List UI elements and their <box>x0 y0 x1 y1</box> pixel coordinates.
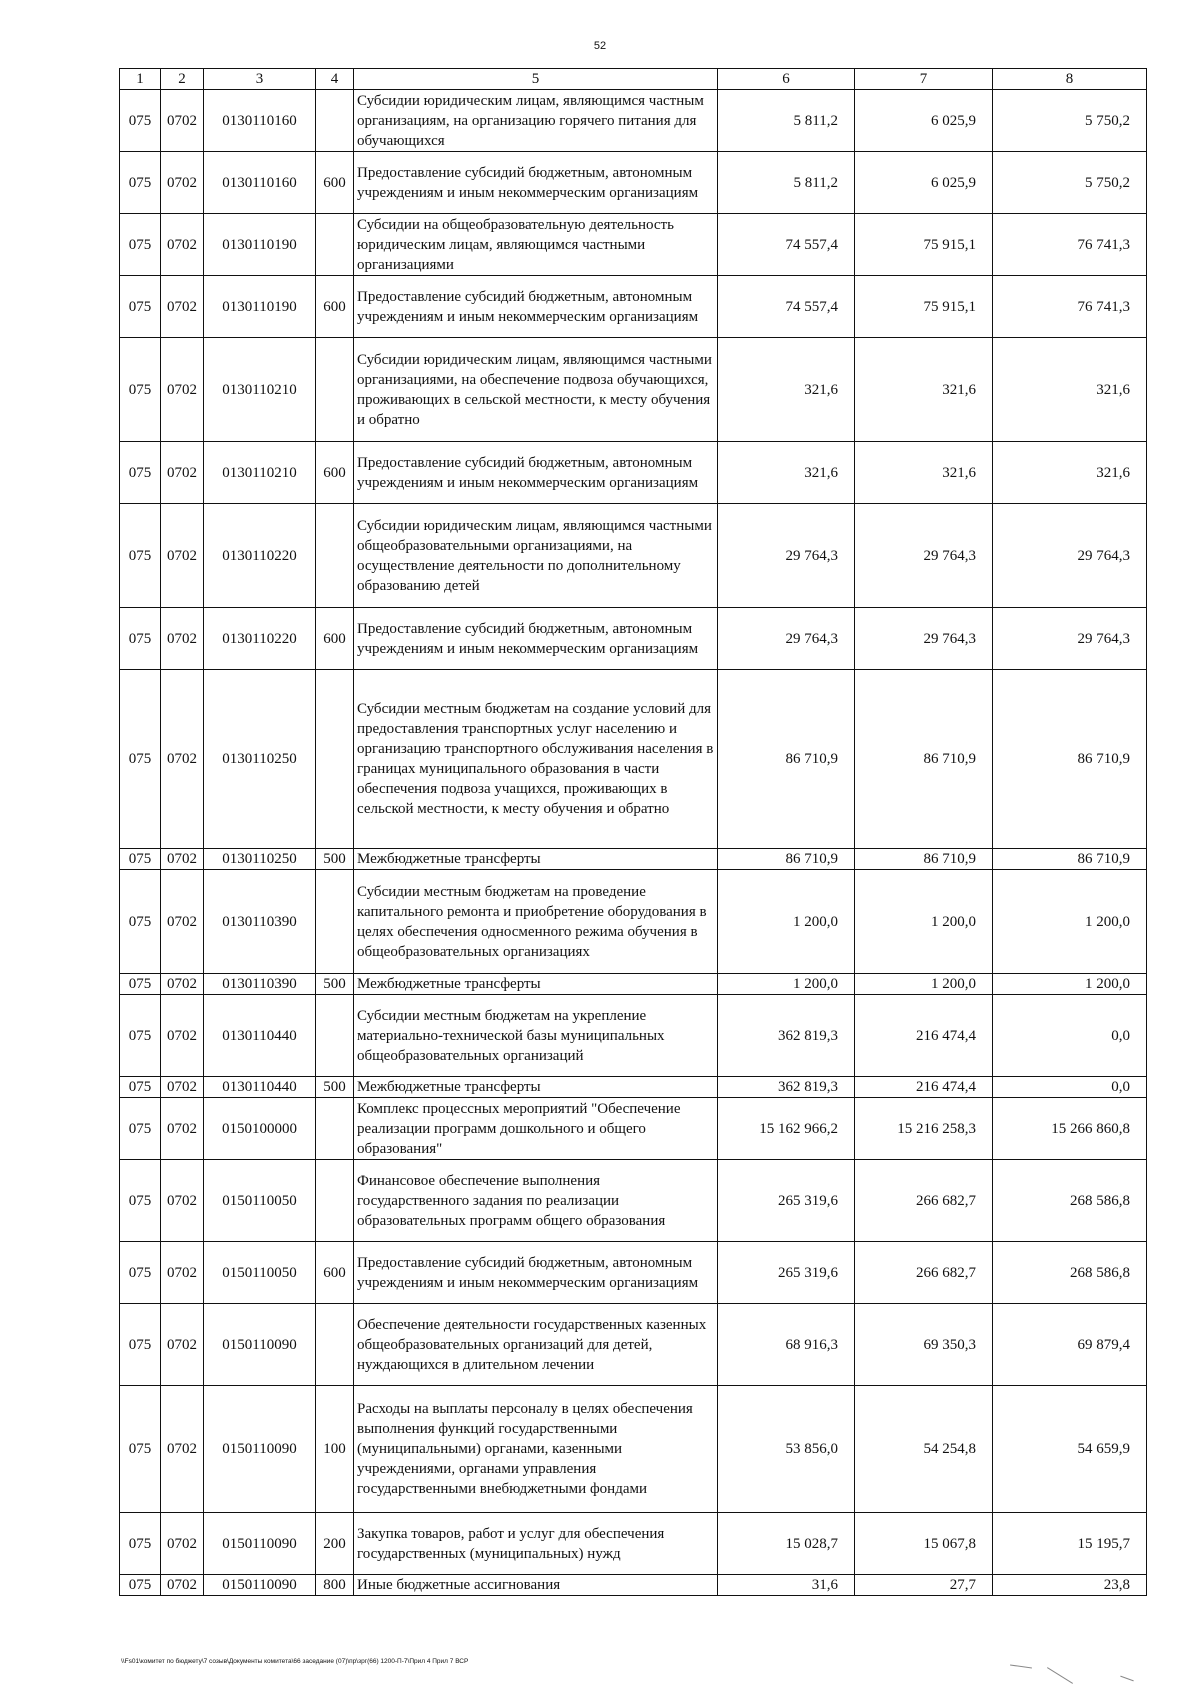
column-header: 2 <box>161 69 204 90</box>
table-row <box>120 1386 1147 1513</box>
cell-amount-year3: 76 741,3 <box>993 276 1147 338</box>
cell-target-code: 0130110160 <box>204 90 316 152</box>
cell-admin-code: 075 <box>120 608 161 670</box>
cell-amount-year1: 74 557,4 <box>718 276 855 338</box>
cell-amount-year1: 53 856,0 <box>718 1386 855 1513</box>
cell-expense-type <box>316 504 354 608</box>
cell-section-code: 0702 <box>161 338 204 442</box>
table-row <box>120 276 1147 338</box>
cell-description: Субсидии местным бюджетам на проведение капитального ремонта и приобретение оборудования в целях обеспечения односменного режима обучения в общеобразовательных организациях <box>354 870 718 974</box>
column-header: 3 <box>204 69 316 90</box>
cell-amount-year1: 68 916,3 <box>718 1304 855 1386</box>
cell-amount-year1: 321,6 <box>718 442 855 504</box>
cell-admin-code: 075 <box>120 1386 161 1513</box>
cell-expense-type <box>316 214 354 276</box>
table-row <box>120 670 1147 849</box>
cell-section-code: 0702 <box>161 1513 204 1575</box>
cell-section-code: 0702 <box>161 1242 204 1304</box>
table-row <box>120 1077 1147 1098</box>
cell-description: Предоставление субсидий бюджетным, автономным учреждениям и иным некоммерческим организациям <box>354 276 718 338</box>
cell-description: Финансовое обеспечение выполнения государственного задания по реализации образовательных программ общего образования <box>354 1160 718 1242</box>
cell-amount-year3: 15 266 860,8 <box>993 1098 1147 1160</box>
cell-admin-code: 075 <box>120 338 161 442</box>
cell-section-code: 0702 <box>161 1160 204 1242</box>
cell-description: Межбюджетные трансферты <box>354 974 718 995</box>
cell-expense-type: 800 <box>316 1575 354 1596</box>
cell-amount-year3: 321,6 <box>993 442 1147 504</box>
cell-amount-year3: 5 750,2 <box>993 90 1147 152</box>
cell-amount-year2: 29 764,3 <box>855 504 993 608</box>
cell-admin-code: 075 <box>120 1098 161 1160</box>
cell-target-code: 0150110090 <box>204 1575 316 1596</box>
scan-artifact <box>1010 1664 1032 1668</box>
cell-target-code: 0130110390 <box>204 870 316 974</box>
cell-admin-code: 075 <box>120 995 161 1077</box>
table-row <box>120 870 1147 974</box>
cell-amount-year2: 266 682,7 <box>855 1160 993 1242</box>
cell-amount-year1: 5 811,2 <box>718 90 855 152</box>
cell-admin-code: 075 <box>120 1575 161 1596</box>
cell-section-code: 0702 <box>161 870 204 974</box>
cell-admin-code: 075 <box>120 504 161 608</box>
table-row <box>120 338 1147 442</box>
header-row <box>120 69 1147 90</box>
cell-section-code: 0702 <box>161 608 204 670</box>
cell-target-code: 0150110050 <box>204 1160 316 1242</box>
table-row <box>120 504 1147 608</box>
cell-amount-year3: 0,0 <box>993 995 1147 1077</box>
cell-target-code: 0150110090 <box>204 1386 316 1513</box>
cell-amount-year2: 15 216 258,3 <box>855 1098 993 1160</box>
table-row <box>120 974 1147 995</box>
cell-amount-year1: 86 710,9 <box>718 849 855 870</box>
column-header: 1 <box>120 69 161 90</box>
cell-admin-code: 075 <box>120 1160 161 1242</box>
cell-description: Предоставление субсидий бюджетным, автономным учреждениям и иным некоммерческим организациям <box>354 608 718 670</box>
table-row <box>120 90 1147 152</box>
cell-target-code: 0130110440 <box>204 1077 316 1098</box>
cell-target-code: 0130110390 <box>204 974 316 995</box>
cell-expense-type <box>316 1304 354 1386</box>
cell-target-code: 0130110190 <box>204 276 316 338</box>
cell-expense-type <box>316 90 354 152</box>
table-row <box>120 1575 1147 1596</box>
cell-admin-code: 075 <box>120 1513 161 1575</box>
cell-amount-year1: 1 200,0 <box>718 974 855 995</box>
scan-artifact <box>1120 1676 1133 1682</box>
cell-section-code: 0702 <box>161 1098 204 1160</box>
table-row <box>120 152 1147 214</box>
column-header: 7 <box>855 69 993 90</box>
cell-amount-year1: 15 162 966,2 <box>718 1098 855 1160</box>
cell-amount-year1: 362 819,3 <box>718 1077 855 1098</box>
cell-description: Предоставление субсидий бюджетным, автономным учреждениям и иным некоммерческим организациям <box>354 152 718 214</box>
table-row <box>120 849 1147 870</box>
cell-description: Субсидии юридическим лицам, являющимся частными общеобразовательными организациями, на осуществление деятельности по дополнительному образованию детей <box>354 504 718 608</box>
column-header: 4 <box>316 69 354 90</box>
cell-expense-type <box>316 670 354 849</box>
cell-target-code: 0130110250 <box>204 849 316 870</box>
cell-section-code: 0702 <box>161 90 204 152</box>
cell-expense-type: 600 <box>316 608 354 670</box>
cell-amount-year3: 268 586,8 <box>993 1160 1147 1242</box>
cell-amount-year2: 1 200,0 <box>855 870 993 974</box>
cell-admin-code: 075 <box>120 276 161 338</box>
cell-section-code: 0702 <box>161 276 204 338</box>
cell-amount-year2: 15 067,8 <box>855 1513 993 1575</box>
cell-target-code: 0130110220 <box>204 608 316 670</box>
table-row <box>120 442 1147 504</box>
cell-amount-year2: 266 682,7 <box>855 1242 993 1304</box>
cell-amount-year3: 69 879,4 <box>993 1304 1147 1386</box>
table-body <box>120 69 1147 1596</box>
footer-file-path: \\Fs01\комитет по бюджету\7 созыв\Документы комитета\66 заседание (07)\пр\зрг(66) 1200-П-7\Прил 4 Прил 7 ВСР <box>121 1658 469 1665</box>
cell-amount-year2: 6 025,9 <box>855 152 993 214</box>
cell-expense-type: 500 <box>316 1077 354 1098</box>
cell-admin-code: 075 <box>120 152 161 214</box>
cell-amount-year3: 321,6 <box>993 338 1147 442</box>
cell-amount-year3: 86 710,9 <box>993 670 1147 849</box>
cell-section-code: 0702 <box>161 1077 204 1098</box>
scan-artifact <box>1047 1667 1073 1684</box>
cell-description: Субсидии юридическим лицам, являющимся частным организациям, на организацию горячего питания для обучающихся <box>354 90 718 152</box>
table-row <box>120 608 1147 670</box>
cell-section-code: 0702 <box>161 504 204 608</box>
cell-amount-year2: 75 915,1 <box>855 214 993 276</box>
cell-target-code: 0150110090 <box>204 1513 316 1575</box>
cell-expense-type: 600 <box>316 152 354 214</box>
cell-amount-year3: 5 750,2 <box>993 152 1147 214</box>
cell-amount-year1: 86 710,9 <box>718 670 855 849</box>
cell-amount-year1: 321,6 <box>718 338 855 442</box>
cell-section-code: 0702 <box>161 974 204 995</box>
cell-target-code: 0130110210 <box>204 442 316 504</box>
budget-table <box>119 68 1147 1596</box>
page-number: 52 <box>593 40 607 52</box>
cell-expense-type <box>316 1098 354 1160</box>
cell-target-code: 0130110250 <box>204 670 316 849</box>
cell-section-code: 0702 <box>161 1304 204 1386</box>
cell-amount-year3: 76 741,3 <box>993 214 1147 276</box>
table-row <box>120 1304 1147 1386</box>
cell-amount-year2: 27,7 <box>855 1575 993 1596</box>
cell-expense-type: 600 <box>316 442 354 504</box>
cell-amount-year3: 29 764,3 <box>993 504 1147 608</box>
cell-section-code: 0702 <box>161 670 204 849</box>
cell-admin-code: 075 <box>120 214 161 276</box>
cell-admin-code: 075 <box>120 442 161 504</box>
cell-admin-code: 075 <box>120 870 161 974</box>
cell-amount-year2: 86 710,9 <box>855 670 993 849</box>
table-row <box>120 1160 1147 1242</box>
cell-section-code: 0702 <box>161 214 204 276</box>
cell-admin-code: 075 <box>120 1077 161 1098</box>
cell-amount-year3: 1 200,0 <box>993 974 1147 995</box>
cell-section-code: 0702 <box>161 995 204 1077</box>
cell-admin-code: 075 <box>120 849 161 870</box>
cell-amount-year2: 321,6 <box>855 442 993 504</box>
table-row <box>120 1513 1147 1575</box>
cell-description: Субсидии местным бюджетам на создание условий для предоставления транспортных услуг населению и организацию транспортного обслуживания населения в границах муниципального образования в части обеспечения подвоза учащихся, проживающих в сельской местности, к месту обучения и обратно <box>354 670 718 849</box>
cell-expense-type: 500 <box>316 974 354 995</box>
cell-amount-year3: 0,0 <box>993 1077 1147 1098</box>
table-row <box>120 1242 1147 1304</box>
cell-amount-year1: 362 819,3 <box>718 995 855 1077</box>
table-row <box>120 1098 1147 1160</box>
table-row <box>120 995 1147 1077</box>
cell-section-code: 0702 <box>161 152 204 214</box>
cell-amount-year3: 23,8 <box>993 1575 1147 1596</box>
cell-admin-code: 075 <box>120 670 161 849</box>
cell-amount-year1: 1 200,0 <box>718 870 855 974</box>
cell-section-code: 0702 <box>161 1575 204 1596</box>
cell-description: Комплекс процессных мероприятий "Обеспечение реализации программ дошкольного и общего образования" <box>354 1098 718 1160</box>
cell-description: Межбюджетные трансферты <box>354 1077 718 1098</box>
cell-target-code: 0130110190 <box>204 214 316 276</box>
table-row <box>120 214 1147 276</box>
cell-amount-year2: 86 710,9 <box>855 849 993 870</box>
cell-amount-year3: 1 200,0 <box>993 870 1147 974</box>
cell-section-code: 0702 <box>161 442 204 504</box>
cell-expense-type: 600 <box>316 276 354 338</box>
cell-amount-year2: 75 915,1 <box>855 276 993 338</box>
cell-description: Расходы на выплаты персоналу в целях обеспечения выполнения функций государственными (муниципальными) органами, казенными учреждениями, органами управления государственными внебюджетными фондами <box>354 1386 718 1513</box>
cell-description: Предоставление субсидий бюджетным, автономным учреждениям и иным некоммерческим организациям <box>354 1242 718 1304</box>
cell-expense-type <box>316 995 354 1077</box>
cell-expense-type <box>316 1160 354 1242</box>
cell-admin-code: 075 <box>120 974 161 995</box>
cell-amount-year2: 216 474,4 <box>855 1077 993 1098</box>
cell-amount-year2: 29 764,3 <box>855 608 993 670</box>
cell-amount-year1: 265 319,6 <box>718 1242 855 1304</box>
cell-target-code: 0150110050 <box>204 1242 316 1304</box>
cell-amount-year2: 1 200,0 <box>855 974 993 995</box>
cell-description: Межбюджетные трансферты <box>354 849 718 870</box>
column-header: 5 <box>354 69 718 90</box>
cell-expense-type <box>316 338 354 442</box>
cell-amount-year3: 29 764,3 <box>993 608 1147 670</box>
cell-target-code: 0130110220 <box>204 504 316 608</box>
cell-section-code: 0702 <box>161 849 204 870</box>
cell-target-code: 0130110210 <box>204 338 316 442</box>
cell-target-code: 0150100000 <box>204 1098 316 1160</box>
cell-description: Субсидии местным бюджетам на укрепление материально-технической базы муниципальных общеобразовательных организаций <box>354 995 718 1077</box>
cell-expense-type: 500 <box>316 849 354 870</box>
cell-expense-type: 600 <box>316 1242 354 1304</box>
cell-description: Закупка товаров, работ и услуг для обеспечения государственных (муниципальных) нужд <box>354 1513 718 1575</box>
cell-description: Обеспечение деятельности государственных казенных общеобразовательных организаций для детей, нуждающихся в длительном лечении <box>354 1304 718 1386</box>
cell-amount-year3: 15 195,7 <box>993 1513 1147 1575</box>
cell-amount-year2: 6 025,9 <box>855 90 993 152</box>
cell-amount-year1: 265 319,6 <box>718 1160 855 1242</box>
column-header: 8 <box>993 69 1147 90</box>
cell-description: Предоставление субсидий бюджетным, автономным учреждениям и иным некоммерческим организациям <box>354 442 718 504</box>
cell-admin-code: 075 <box>120 1304 161 1386</box>
cell-amount-year3: 54 659,9 <box>993 1386 1147 1513</box>
cell-description: Субсидии юридическим лицам, являющимся частными организациями, на обеспечение подвоза обучающихся, проживающих в сельской местности, к месту обучения и обратно <box>354 338 718 442</box>
cell-amount-year2: 54 254,8 <box>855 1386 993 1513</box>
cell-expense-type: 100 <box>316 1386 354 1513</box>
cell-amount-year1: 74 557,4 <box>718 214 855 276</box>
cell-amount-year1: 29 764,3 <box>718 608 855 670</box>
column-header: 6 <box>718 69 855 90</box>
cell-admin-code: 075 <box>120 90 161 152</box>
cell-expense-type <box>316 870 354 974</box>
cell-amount-year3: 268 586,8 <box>993 1242 1147 1304</box>
cell-amount-year2: 216 474,4 <box>855 995 993 1077</box>
cell-target-code: 0130110160 <box>204 152 316 214</box>
cell-target-code: 0150110090 <box>204 1304 316 1386</box>
cell-amount-year1: 15 028,7 <box>718 1513 855 1575</box>
cell-amount-year3: 86 710,9 <box>993 849 1147 870</box>
cell-description: Субсидии на общеобразовательную деятельность юридическим лицам, являющимся частными организациями <box>354 214 718 276</box>
cell-amount-year2: 321,6 <box>855 338 993 442</box>
cell-target-code: 0130110440 <box>204 995 316 1077</box>
cell-amount-year1: 5 811,2 <box>718 152 855 214</box>
cell-description: Иные бюджетные ассигнования <box>354 1575 718 1596</box>
cell-amount-year1: 29 764,3 <box>718 504 855 608</box>
cell-expense-type: 200 <box>316 1513 354 1575</box>
cell-amount-year1: 31,6 <box>718 1575 855 1596</box>
cell-amount-year2: 69 350,3 <box>855 1304 993 1386</box>
cell-admin-code: 075 <box>120 1242 161 1304</box>
cell-section-code: 0702 <box>161 1386 204 1513</box>
